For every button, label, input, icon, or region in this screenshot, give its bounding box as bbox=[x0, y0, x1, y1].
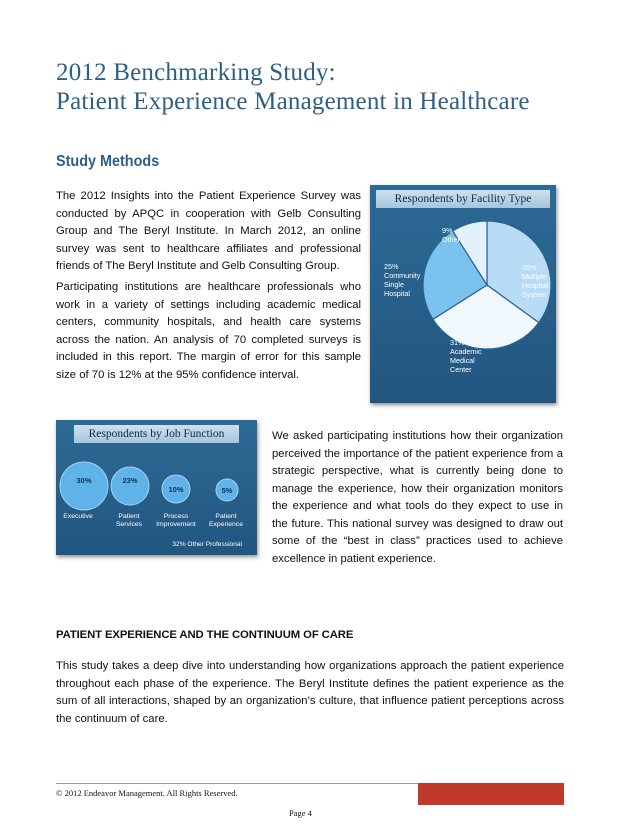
job-bubble-svg bbox=[56, 420, 257, 555]
bubble-value-patient-services: 23% bbox=[122, 476, 138, 485]
pie-label-other: 9% Other bbox=[442, 226, 460, 244]
study-methods-paragraph-2: Participating institutions are healthcare professionals who work in a variety of settings including academic medical centers, community hospitals, and health care systems across the nation. An analysis of 70 completed surveys is included in this report. The margin of error for this sample size of 70 is 12% at the 95% confidence interval. bbox=[56, 281, 361, 381]
bubble-executive bbox=[60, 462, 108, 510]
bubble-value-executive: 30% bbox=[76, 476, 92, 485]
study-methods-paragraph-1: The 2012 Insights into the Patient Experience Survey was conducted by APQC in cooperation with Gelb Consulting Group and The Beryl Institute. In March 2012, an online survey was sent to healthcare affiliates and professional friends of The Beryl Institute and Gelb Consulting Group. bbox=[56, 190, 361, 272]
pie-label-community-single-hospital: 25% Community Single Hospital bbox=[384, 262, 421, 298]
title-line-2: Patient Experience Management in Healthcare bbox=[56, 88, 530, 115]
bubble-label-patient-experience: Patient Experience bbox=[208, 513, 244, 528]
bubble-label-process-improvement: Process Improvement bbox=[156, 513, 196, 528]
continuum-paragraph: This study takes a deep dive into understanding how organizations approach the patient experience throughout each phase of the experience. The Beryl Institute defines the patient experience as the sum of all interactions, shaped by an organization’s culture, that influence patient perceptions across the continuum of care. bbox=[56, 660, 564, 725]
bubble-label-executive: Executive bbox=[63, 513, 93, 520]
pie-label-academic-medical-center: 31% Academic Medical Center bbox=[450, 338, 482, 374]
study-methods-heading: Study Methods bbox=[56, 153, 160, 170]
continuum-heading: PATIENT EXPERIENCE AND THE CONTINUUM OF CARE bbox=[56, 629, 354, 641]
page-number: Page 4 bbox=[289, 808, 312, 818]
bubble-value-process-improvement: 10% bbox=[168, 485, 184, 494]
facility-pie-svg bbox=[370, 185, 556, 403]
title-line-1: 2012 Benchmarking Study: bbox=[56, 59, 336, 86]
footer-rule bbox=[56, 783, 418, 784]
study-methods-paragraph-3: We asked participating institutions how their organization perceived the importance of the patient experience from a strategic perspective, what is currently being done to manage the experience, how their organization monitors the experience and what tools do they expect to use in the future. This national survey was designed to draw out some of the “best in class” practices used to achieve excellence in patient experience. bbox=[272, 430, 563, 565]
bubble-note: 32% Other Professional bbox=[172, 541, 242, 548]
bubble-value-patient-experience: 5% bbox=[221, 486, 233, 495]
job-function-chart bbox=[56, 420, 257, 555]
facility-type-chart bbox=[370, 185, 556, 403]
footer-copyright: © 2012 Endeavor Management. All Rights Reserved. bbox=[56, 788, 238, 798]
page-title bbox=[56, 58, 596, 116]
footer-accent-bar bbox=[418, 783, 564, 805]
bubble-label-patient-services: Patient Services bbox=[115, 513, 143, 528]
job-chart-title: Respondents by Job Function bbox=[74, 425, 239, 443]
facility-chart-title: Respondents by Facility Type bbox=[376, 190, 550, 208]
pie-label-multiple-hospital-system: 35% Multiple Hospital System bbox=[522, 263, 548, 299]
bubble-patient-services bbox=[111, 467, 149, 505]
